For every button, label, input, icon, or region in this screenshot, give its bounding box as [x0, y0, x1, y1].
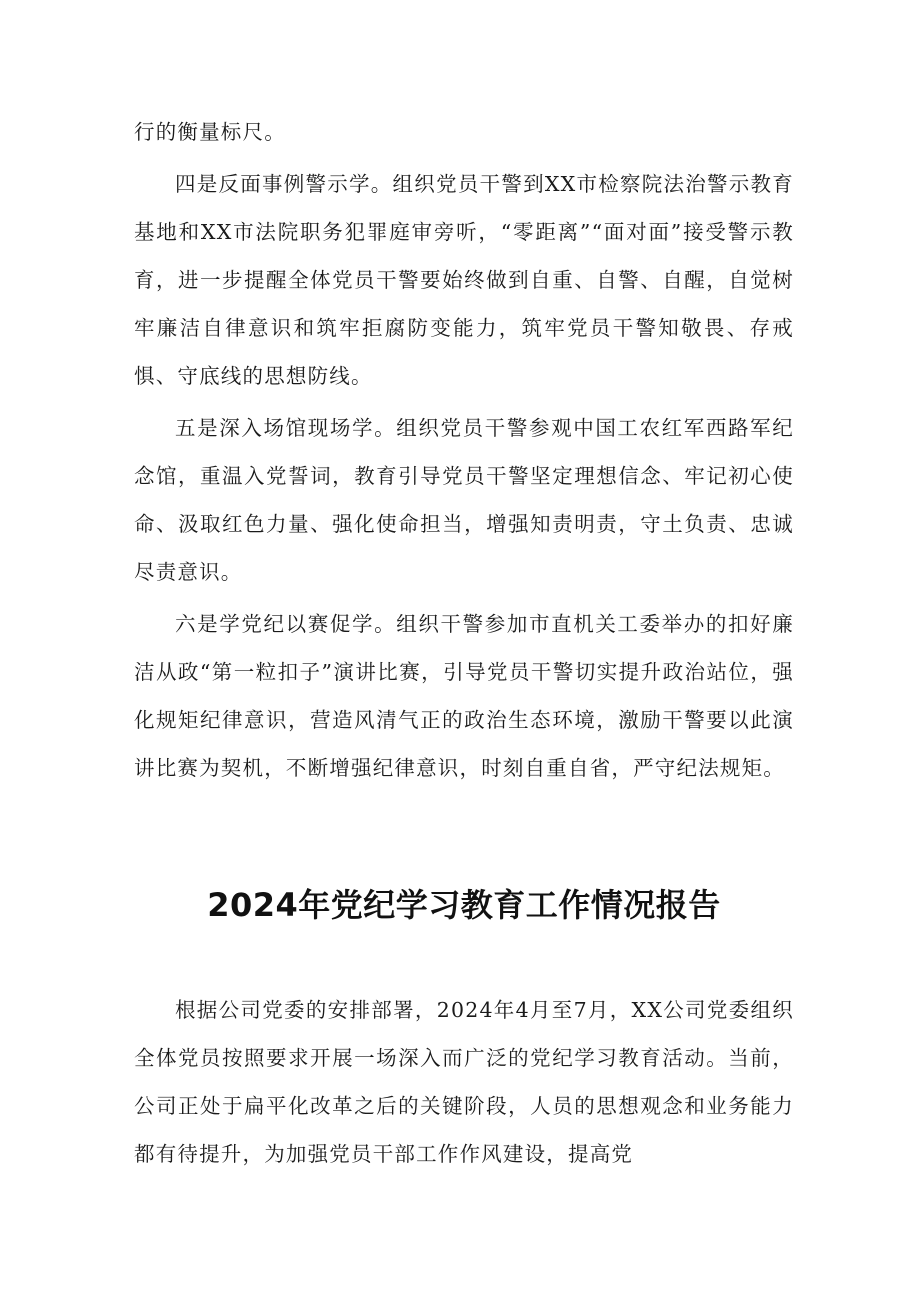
- report-title: 2024年党纪学习教育工作情况报告: [207, 886, 721, 924]
- paragraph-intro: 根据公司党委的安排部署，2024年4月至7月，XX公司党委组织全体党员按照要求开展一场深入而广泛的党纪学习教育活动。当前，公司正处于扁平化改革之后的关键阶段，人员的思想观念和业务能力都有待提升，为加强党员干部工作作风建设，提高党: [134, 998, 794, 1166]
- paragraph-continuation: 行的衡量标尺。: [134, 120, 286, 144]
- paragraph-warning-study: 四是反面事例警示学。组织党员干警到XX市检察院法治警示教育基地和XX市法院职务犯罪庭审旁听，“零距离”“面对面”接受警示教育，进一步提醒全体党员干警要始终做到自重、自警、自醒，自觉树牢廉洁自律意识和筑牢拒腐防变能力，筑牢党员干警知敬畏、存戒惧、守底线的思想防线。: [134, 172, 794, 388]
- document-body: [134, 108, 794, 1178]
- paragraph-venue-study: 五是深入场馆现场学。组织党员干警参观中国工农红军西路军纪念馆，重温入党誓词，教育引导党员干警坚定理想信念、牢记初心使命、汲取红色力量、强化使命担当，增强知责明责，守土负责、忠诚尽责意识。: [134, 416, 794, 584]
- paragraph-competition-study: 六是学党纪以赛促学。组织干警参加市直机关工委举办的扣好廉洁从政“第一粒扣子”演讲比赛，引导党员干警切实提升政治站位，强化规矩纪律意识，营造风清气正的政治生态环境，激励干警要以此演讲比赛为契机，不断增强纪律意识，时刻自重自省，严守纪法规矩。: [134, 612, 794, 780]
